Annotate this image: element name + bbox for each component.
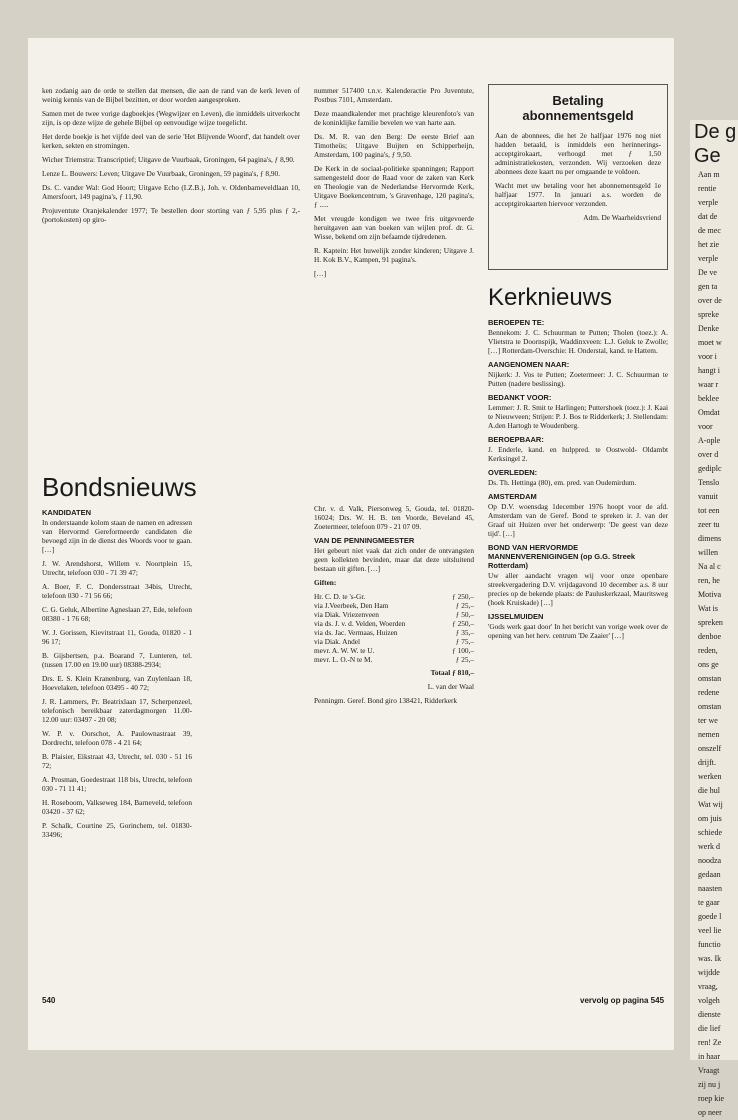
edge-line: verple [698, 198, 718, 207]
candidate: B. Plaisier, Eikstraat 43, Utrecht, tel. 030 - 51 16 72; [42, 752, 192, 770]
edge-line: Denke [698, 324, 719, 333]
candidate: A. Boer, F. C. Dondersstraat 34bis, Utrecht, telefoon 030 - 71 56 66; [42, 582, 192, 600]
edge-line: die hul [698, 786, 720, 795]
edge-line: omstan [698, 674, 722, 683]
edge-line: voor [698, 422, 713, 431]
magazine-page [28, 38, 674, 1050]
edge-heading-2: Ge [694, 145, 721, 167]
edge-line: omstan [698, 702, 722, 711]
edge-line: te gaar [698, 898, 720, 907]
edge-line: tot een [698, 506, 720, 515]
edge-line: spreken [698, 618, 723, 627]
signoff-2: Penningm. Geref. Bond giro 138421, Ridderkerk [314, 696, 458, 705]
edge-line: ter we [698, 716, 718, 725]
edge-line: willen [698, 548, 718, 557]
section-head: BEDANKT VOOR: [488, 393, 552, 402]
notice-body-2: Wacht met uw betaling voor het abonnementsgeld 1e halfjaar 1977. In januari a.s. worden de acceptgirokaarten hiervoor verzonden. [495, 181, 661, 208]
giften-total: Totaal ƒ 810,– [430, 668, 474, 677]
section-head: OVERLEDEN: [488, 468, 538, 477]
edge-line: Wat wij [698, 800, 723, 809]
edge-line: die lief [698, 1024, 721, 1033]
edge-line: functio [698, 940, 721, 949]
paragraph: Deze maandkalender met prachtige kleurenfoto's van de koninklijke familie bevelen we van harte aan. [314, 109, 474, 127]
edge-line: schiede [698, 828, 722, 837]
candidate: Chr. v. d. Valk, Piersonweg 5, Gouda, tel. 01820-16024; Drs. W. H. B. ten Voorde, Beveland 45, Zoetermeer, telefoon 079 - 21 07 09. [314, 504, 474, 531]
edge-line: rentie [698, 184, 717, 193]
notice-title: Betaling abonnementsgeld [522, 93, 634, 123]
edge-line: op neer [698, 1108, 722, 1117]
edge-line: dienste [698, 1010, 721, 1019]
edge-line: goede l [698, 912, 722, 921]
section-text: J. Enderle, kand. en hulppred. te Oostwold- Oldambt Kerksingel 2. [488, 445, 668, 463]
edge-line: Wat is [698, 604, 719, 613]
edge-line: veel lie [698, 926, 722, 935]
paragraph: Wicher Triemstra: Transcriptief; Uitgave de Vuurbaak, Groningen, 64 pagina's, ƒ 8,90. [42, 155, 295, 164]
notice-body: Aan de abonnees, die het 2e halfjaar 1976 nog niet hadden betaald, is inmiddels een herinnerings-acceptgirokaart, verhoogd met ƒ 1,50 administratiekosten, verzonden. Wij verzoeken deze abonnees deze kaart nu per omgaande te voldoen. [495, 131, 661, 176]
book-reviews-column-2 [314, 86, 474, 481]
edge-line: ren, he [698, 576, 720, 585]
edge-line: ons ge [698, 660, 719, 669]
paragraph: De Kerk in de sociaal-politieke spanningen; Rapport samengesteld door de Raad voor de zaken van Kerk en Theologie van de Nederlandse Hervormde Kerk, Uitgave Boekencentrum, 's Gravenhage, 120 pagina's, ƒ ..... [314, 164, 474, 209]
candidate: C. G. Geluk, Albertine Agneslaan 27, Ede, telefoon 08380 - 1 76 68; [42, 605, 192, 623]
edge-line: reden, [698, 646, 718, 655]
section-head: BEROEPBAAR: [488, 435, 544, 444]
paragraph: Projuventute Oranjekalender 1977; Te bestellen door storting van ƒ 5,95 plus ƒ 2,- (portokosten) op giro- [42, 206, 300, 224]
paragraph: Ds. M. R. van den Berg: De eerste Brief aan Timotheüs; Uitgave Buijten en Schipperheijn, Amsterdam, 100 pagina's, ƒ 9,50. [314, 132, 474, 159]
paragraph: nummer 517400 t.n.v. Kalenderactie Pro Juventute, Postbus 7101, Amsterdam. [314, 86, 474, 104]
candidate: H. Roseboom, Valkseweg 184, Barneveld, telefoon 03420 - 37 62; [42, 798, 192, 816]
edge-line: naasten [698, 884, 722, 893]
gift-row: mevr. L. O.-N te M. ƒ 25,– [314, 655, 474, 664]
edge-line: ren! Ze [698, 1038, 722, 1047]
edge-line: onszelf [698, 744, 722, 753]
edge-line: Aan m [698, 170, 720, 179]
gift-row: mevr. A. W. W. te U. ƒ 100,– [314, 646, 474, 655]
section-text: Lemmer: J. R. Smit te Harlingen; Puttershoek (toez.): J. Kaai te Nieuwveen; Strijen: P. J. Bos te Ridderkerk; J. Stellendam: A.den Hartogh te Woudenberg. [488, 403, 668, 430]
edge-line: gediplc [698, 464, 722, 473]
gift-row: via ds. Jac. Vermaas, Huizen ƒ 35,– [314, 628, 474, 637]
section-text: Bennekom: J. C. Schuurman te Putten; Tholen (toez.): A. Vlietstra te Doornspijk, Waddinxveen: L.J. Geluk te Zwolle; […] Rotterdam-Overschie: H. Onderstal, kand. te Hattem. [488, 328, 668, 355]
edge-line: noodza [698, 856, 722, 865]
paragraph: Samen met de twee vorige dagboekjes (Wegwijzer en Leven), die inmiddels uitverkocht zijn, is op deze wijze de gehele Bijbel op eenvoudige wijze toegelicht. [42, 109, 300, 127]
edge-line: het zie [698, 240, 720, 249]
signoff: L. van der Waal [427, 682, 474, 691]
edge-line: dat de [698, 212, 718, 221]
edge-line: gedaan [698, 870, 721, 879]
kerknieuws-column [488, 314, 668, 1004]
edge-line: Omdat [698, 408, 720, 417]
paragraph: R. Kaptein: Het huwelijk zonder kinderen; Uitgave J. H. Kok B.V., Kampen, 91 pagina's. [314, 246, 474, 264]
section-head: AANGENOMEN NAAR: [488, 360, 570, 369]
payment-notice-box [488, 84, 668, 270]
gift-row: via ds. J. v. d. Velden, Woerden ƒ 250,– [314, 619, 474, 628]
edge-line: gen ta [698, 282, 718, 291]
edge-line: redene [698, 688, 720, 697]
adjacent-page-edge [690, 120, 738, 1117]
edge-line: Na al c [698, 562, 721, 571]
edge-line: nemen [698, 730, 720, 739]
edge-line: over d [698, 450, 719, 459]
page-number: 540 [42, 996, 56, 1005]
kandidaten-column [42, 504, 192, 990]
section-text: 'Gods werk gaat door' In het bericht van vorige week over de opening van het herv. centrum 'De Zaaier' […] [488, 622, 668, 640]
paragraph: Het derde boekje is het vijfde deel van de serie 'Het Blijvende Woord', dat handelt over kerken, sekten en stromingen. [42, 132, 300, 150]
edge-line: beklee [698, 394, 719, 403]
giften-label: Giften: [314, 578, 337, 587]
section-text: Het gebeurt niet vaak dat zich onder de ontvangsten geen kollekten bevinden, maar dat deze uitsluitend bestaan uit giften. […] [314, 546, 474, 573]
gift-row: Hr. C. D. te 's-Gr. ƒ 250,– [314, 592, 474, 601]
candidate: P. Schalk, Courtine 25, Gorinchem, tel. 01830-33496; [42, 821, 192, 839]
continued-note: vervolg op pagina 545 [580, 996, 665, 1005]
notice-signature: Adm. De Waarheidsvriend [583, 213, 661, 222]
section-text: In onderstaande kolom staan de namen en adressen van Hervormd Gereformeerde candidaten die bevoegd zijn in de dienst des Woords voor te gaan. […] [42, 518, 192, 554]
paragraph: […] [314, 269, 327, 278]
edge-line: verple [698, 254, 718, 263]
paragraph: ken zodanig aan de orde te stellen dat mensen, die aan de rand van de kerk leven of weinig kennis van de Bijbel bezitten, er door worden aangesproken. [42, 86, 300, 104]
section-text: Uw aller aandacht vragen wij voor onze openbare streekvergadering D.V. vrijdagavond 10 december a.s. 8 uur precies op de bekende plaats: de Pauluskerkzaal, Mauritsweg (hoek Kruiskade) […] [488, 571, 668, 607]
edge-line: om juis [698, 814, 722, 823]
paragraph: Met vreugde kondigen we twee fris uitgevoerde heruitgaven aan van boeken van wijlen prof. dr. G. Wisse, bekend om zijn befaamde tijdredenen. [314, 214, 474, 241]
paragraph: Lenze L. Bouwers: Leven; Uitgave De Vuurbaak, Groningen, 59 pagina's, ƒ 8,90. [42, 169, 281, 178]
edge-line: moet w [698, 338, 722, 347]
gift-row: via J.Veerbeek, Den Ham ƒ 25,– [314, 601, 474, 610]
paragraph: Ds. C. vander Wal: God Hoort; Uitgave Echo (I.Z.B.), Joh. v. Oldenbarneveldlaan 10, Amersfoort, 149 pagina's, ƒ 11,90. [42, 183, 300, 201]
edge-line: vraag, [698, 982, 718, 991]
gift-row: via Diak. Andel ƒ 75,– [314, 637, 474, 646]
edge-line: de mec [698, 226, 721, 235]
section-text: Nijkerk: J. Vos te Putten; Zoetermeer: J. C. Schuurman te Putten (nadere beslissing). [488, 370, 668, 388]
section-head: AMSTERDAM [488, 492, 537, 501]
kerknieuws-heading: Kerknieuws [488, 284, 613, 311]
edge-line: A-ople [698, 436, 721, 445]
bondsnieuws-heading: Bondsnieuws [42, 472, 197, 502]
edge-line: werk d [698, 842, 720, 851]
edge-line: Vraagt [698, 1066, 720, 1075]
edge-line: over de [698, 296, 722, 305]
candidate: Drs. E. S. Klein Kranenburg, van Zuylenlaan 18, Hoevelaken, telefoon 03495 - 40 72; [42, 674, 192, 692]
section-head: KANDIDATEN [42, 508, 92, 517]
edge-line: drijft. [698, 758, 716, 767]
edge-heading: De g [694, 121, 737, 143]
edge-line: De ve [698, 268, 717, 277]
section-head: VAN DE PENNINGMEESTER [314, 536, 415, 545]
edge-line: spreke [698, 310, 719, 319]
edge-line: dimens [698, 534, 722, 543]
section-text: Ds. Th. Hettinga (80), em. pred. van Oudemirdum. [488, 478, 637, 487]
edge-line: was. Ik [698, 954, 722, 963]
section-head: BEROEPEN TE: [488, 318, 545, 327]
edge-lines [694, 168, 738, 1120]
penningmeester-column [314, 504, 474, 990]
section-head: IJSSELMUIDEN [488, 612, 544, 621]
edge-line: vanuit [698, 492, 718, 501]
candidate: J. R. Lammers, Pr. Beatrixlaan 17, Scherpenzeel, telefonisch bereikbaar zaterdagmorgen 11.00-12.00 uur: 03497 - 20 08; [42, 697, 192, 724]
edge-line: Motiva [698, 590, 722, 599]
edge-line: denboe [698, 632, 722, 641]
section-text: Op D.V. woensdag 1december 1976 hoopt voor de afd. Amsterdam van de Geref. Bond te spreken ir. J. van der Graaf uit Huizen over het onderwerp: 'De geest van deze tijd'. […] [488, 502, 668, 538]
section-head: BOND VAN HERVORMDE MANNENVERENIGINGEN (op G.G. Streek Rotterdam) [488, 543, 636, 570]
candidate: B. Gijsbertsen, p.a. Boarand 7, Lunteren, tel. (tussen 17.00 en 19.00 uur) 08388-2934; [42, 651, 192, 669]
edge-line: hangt i [698, 366, 720, 375]
edge-line: zij nu j [698, 1080, 721, 1089]
edge-line: voor i [698, 352, 717, 361]
candidate: J. W. Arendshorst, Willem v. Noortplein 15, Utrecht, telefoon 030 - 71 39 47; [42, 559, 192, 577]
candidate: W. J. Gorissen, Kievitstraat 11, Gouda, 01820 - 1 96 17; [42, 628, 192, 646]
edge-line: roep kie [698, 1094, 724, 1103]
edge-line: wijdde [698, 968, 720, 977]
edge-line: werken [698, 772, 722, 781]
gift-row: via Diak. Vriezenveen ƒ 50,– [314, 610, 474, 619]
book-reviews-column-1 [42, 86, 300, 446]
edge-line: waar r [698, 380, 719, 389]
edge-line: zeer tu [698, 520, 720, 529]
edge-line: Tenslo [698, 478, 720, 487]
candidate: W. P. v. Oorschot, A. Paulownastraat 39, Dordrecht, telefoon 078 - 4 21 64; [42, 729, 192, 747]
candidate: A. Prosman, Goedestraat 118 bis, Utrecht, telefoon 030 - 71 11 41; [42, 775, 192, 793]
edge-line: volgeh [698, 996, 720, 1005]
edge-line: in haar [698, 1052, 720, 1061]
